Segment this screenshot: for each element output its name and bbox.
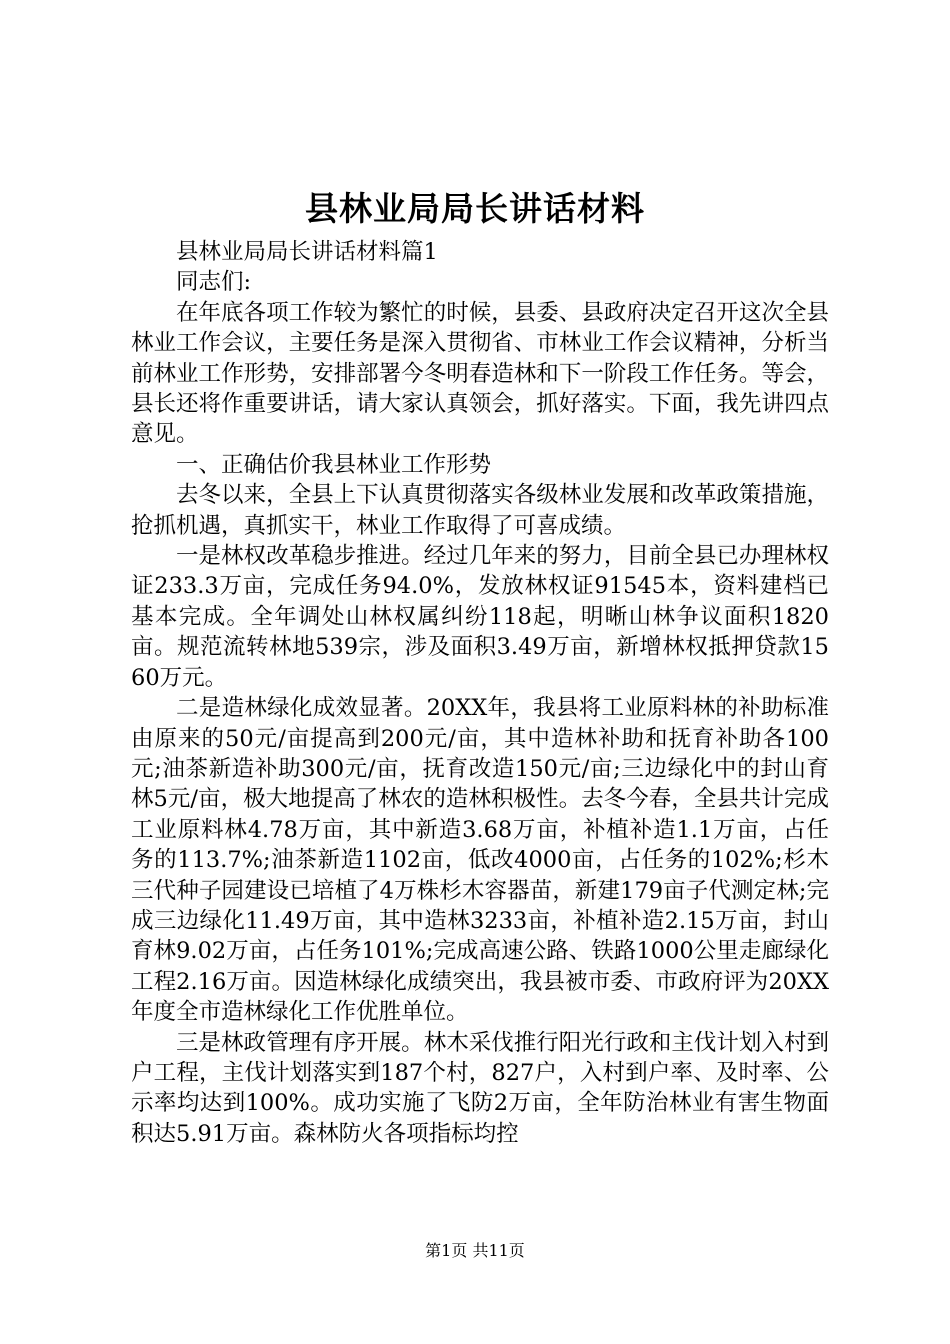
paragraph: 在年底各项工作较为繁忙的时候，县委、县政府决定召开这次全县林业工作会议，主要任务是深入贯彻省、市林业工作会议精神，分析当前林业工作形势，安排部署今冬明春造林和下一阶段工作任务。等会，县长还将作重要讲话，请大家认真领会，抓好落实。下面，我先讲四点意见。 (131, 299, 829, 448)
paragraph-salutation: 同志们: (176, 269, 252, 296)
paragraph: 二是造林绿化成效显著。20XX年，我县将工业原料林的补助标准由原来的50元/亩提高到200元/亩，其中造林补助和抚育补助各100元;油茶新造补助300元/亩，抚育改造150元/亩;三边绿化中的封山育林5元/亩，极大地提高了林农的造林积极性。去冬今春，全县共计完成工业原料林4.78万亩，其中新造3.68万亩，补植补造1.1万亩，占任务的113.7%;油茶新造1102亩，低改4000亩，占任务的102%;杉木三代种子园建设已培植了4万株杉木容器苗，新建179亩子代测定林;完成三边绿化11.49万亩，其中造林3233亩，补植补造2.15万亩，封山育林9.02万亩，占任务101%;完成高速公路、铁路1000公里走廊绿化工程2.16万亩。因造林绿化成绩突出，我县被市委、市政府评为20XX年度全市造林绿化工作优胜单位。 (131, 695, 829, 1026)
document-body (131, 237, 829, 1149)
page-number-footer: 第1页 共11页 (425, 1241, 525, 1260)
paragraph: 去冬以来，全县上下认真贯彻落实各级林业发展和改革政策措施，抢抓机遇，真抓实干，林业工作取得了可喜成绩。 (131, 482, 829, 539)
document-title: 县林业局局长讲话材料 (305, 189, 645, 228)
paragraph-heading: 县林业局局长讲话材料篇1 (176, 239, 438, 265)
paragraph: 一是林权改革稳步推进。经过几年来的努力，目前全县已办理林权证233.3万亩，完成任务94.0%，发放林权证91545本，资料建档已基本完成。全年调处山林权属纠纷118起，明晰山林争议面积1820亩。规范流转林地539宗，涉及面积3.49万亩，新增林权抵押贷款1560万元。 (131, 543, 829, 691)
paragraph: 三是林政管理有序开展。林木采伐推行阳光行政和主伐计划入村到户工程，主伐计划落实到187个村，827户，入村到户率、及时率、公示率均达到100%。成功实施了飞防2万亩，全年防治林业有害生物面积达5.91万亩。森林防火各项指标均控 (131, 1029, 829, 1147)
section-heading: 一、正确估价我县林业工作形势 (176, 451, 492, 478)
